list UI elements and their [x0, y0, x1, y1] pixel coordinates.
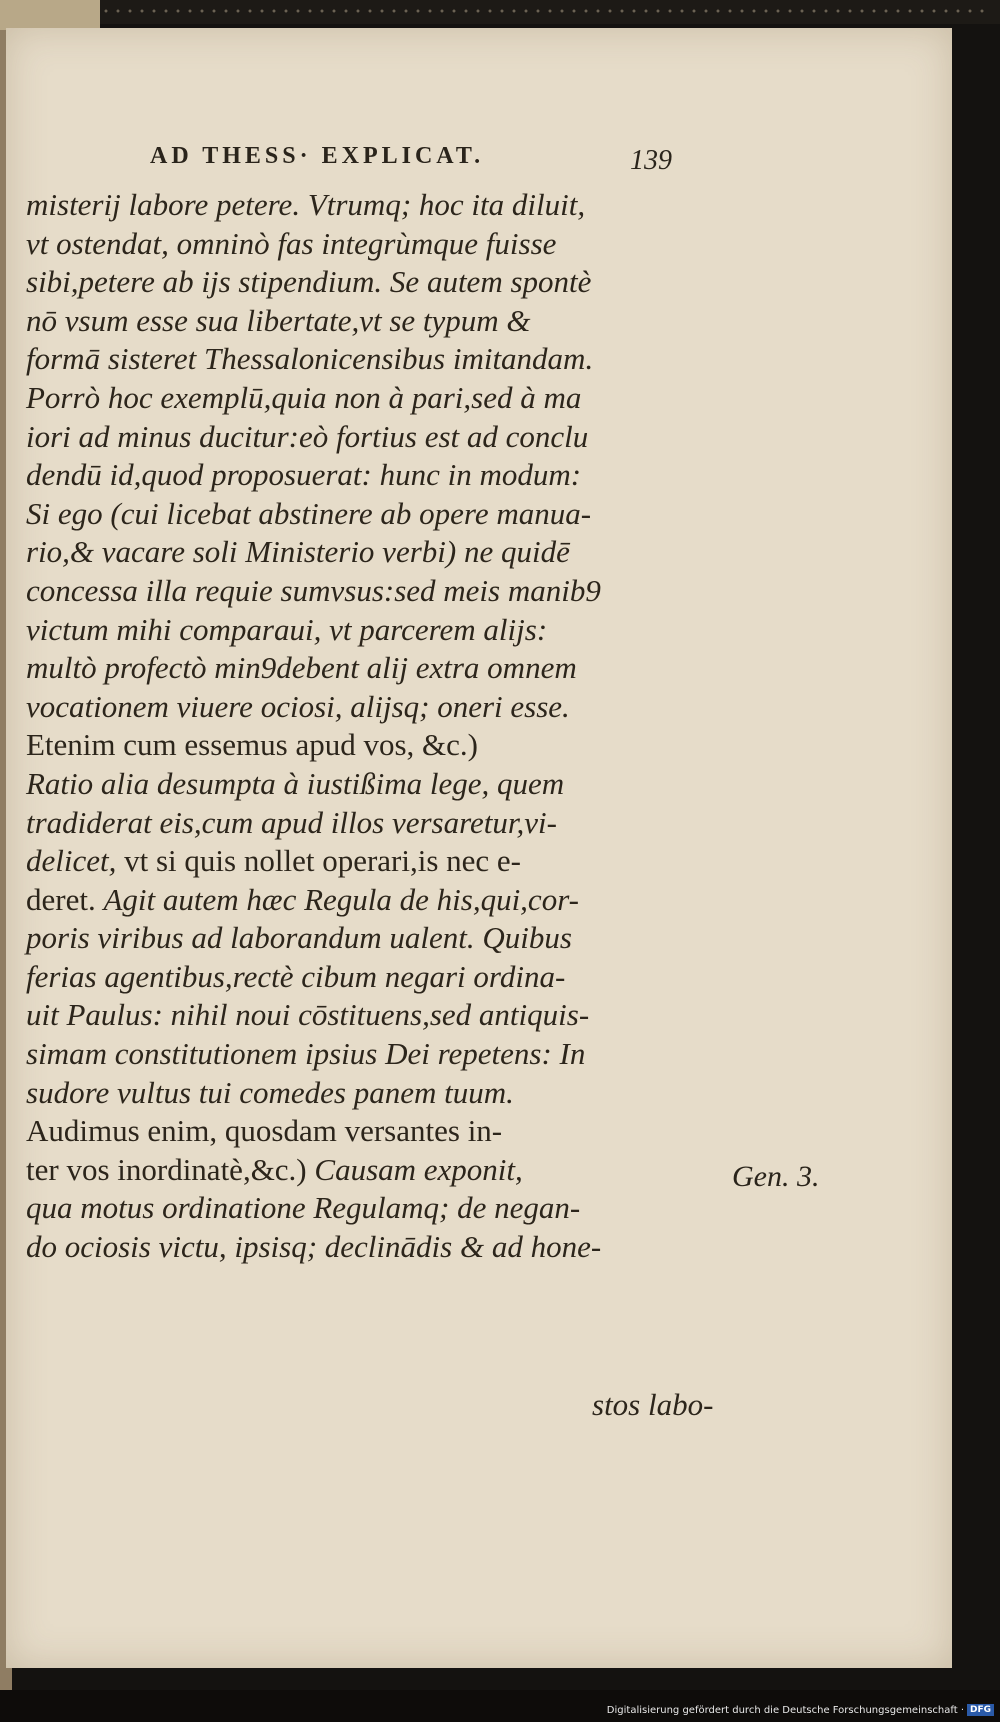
- text-line: [26, 958, 716, 997]
- text-line: [26, 1151, 716, 1190]
- text-line: [26, 649, 716, 688]
- text-line: [26, 533, 716, 572]
- text-line: [26, 340, 716, 379]
- text-segment: formā sisteret Thessalonicensibus imitandam.: [26, 341, 594, 377]
- text-line: [26, 1228, 716, 1267]
- text-line: [26, 1112, 716, 1151]
- text-line: [26, 302, 716, 341]
- text-segment: do ociosis victu, ipsisq; declinādis & ad hone-: [26, 1229, 602, 1265]
- text-line: [26, 611, 716, 650]
- text-line: [26, 572, 716, 611]
- text-line: [26, 225, 716, 264]
- scan-ruler-dots: [100, 8, 990, 14]
- text-segment: multò profectò min9debent alij extra omnem: [26, 650, 577, 686]
- text-segment: iori ad minus ducitur:eò fortius est ad conclu: [26, 418, 589, 454]
- text-segment: ferias agentibus,rectè cibum negari ordina-: [26, 958, 566, 994]
- text-line: [26, 495, 716, 534]
- text-line: [26, 263, 716, 302]
- text-line: [26, 842, 716, 881]
- footer-credit: Digitalisierung gefördert durch die Deutsche Forschungsgemeinschaft ·: [606, 1705, 964, 1716]
- running-title: AD THESS· EXPLICAT.: [150, 143, 485, 169]
- text-segment: nō vsum esse sua libertate,vt se typum &: [26, 302, 531, 338]
- text-line: [26, 1074, 716, 1113]
- dfg-logo: DFG: [967, 1704, 994, 1716]
- text-line: [26, 1189, 716, 1228]
- text-segment: concessa illa requie sumvsus:sed meis manib9: [26, 572, 601, 608]
- text-line: [26, 765, 716, 804]
- body-text: [26, 186, 716, 1267]
- text-line: [26, 379, 716, 418]
- text-segment: Ratio alia desumpta à iustißima lege, quem: [26, 765, 565, 801]
- text-segment: Etenim cum essemus apud vos, &c.): [26, 727, 478, 763]
- text-line: [26, 1035, 716, 1074]
- text-segment: simam constitutionem ipsius Dei repetens: In: [26, 1036, 586, 1072]
- scan-corner: [0, 0, 100, 30]
- text-segment: Causam exponit,: [314, 1151, 523, 1187]
- marginal-note: Gen. 3.: [732, 1160, 820, 1193]
- catchword: stos labo-: [592, 1387, 714, 1422]
- text-line: [26, 996, 716, 1035]
- text-segment: sibi,petere ab ijs stipendium. Se autem spontè: [26, 264, 592, 300]
- text-segment: deret.: [26, 881, 96, 917]
- text-line: [26, 726, 716, 765]
- text-segment: ter vos inordinatè,&c.): [26, 1151, 307, 1187]
- text-segment: Porrò hoc exemplū,quia non à pari,sed à ma: [26, 379, 582, 415]
- text-segment: dendū id,quod proposuerat: hunc in modum:: [26, 457, 582, 493]
- text-line: [26, 456, 716, 495]
- text-segment: victum mihi comparaui, vt parcerem alijs:: [26, 611, 548, 647]
- text-line: [26, 688, 716, 727]
- text-line: [26, 881, 716, 920]
- page-number: 139: [630, 145, 672, 176]
- text-segment: delicet,: [26, 843, 117, 879]
- text-segment: Si ego (cui licebat abstinere ab opere manua-: [26, 495, 592, 531]
- text-segment: qua motus ordinatione Regulamq; de negan-: [26, 1190, 581, 1226]
- text-line: [26, 186, 716, 225]
- text-segment: sudore vultus tui comedes panem tuum.: [26, 1074, 514, 1110]
- text-segment: poris viribus ad laborandum ualent. Quibus: [26, 920, 572, 956]
- text-line: [26, 418, 716, 457]
- text-line: [26, 919, 716, 958]
- text-segment: vt si quis nollet operari,is nec e-: [124, 843, 521, 879]
- text-segment: misterij labore petere. Vtrumq; hoc ita diluit,: [26, 187, 586, 222]
- text-segment: Agit autem hæc Regula de his,qui,cor-: [103, 881, 579, 917]
- text-line: [26, 804, 716, 843]
- text-segment: rio,& vacare soli Ministerio verbi) ne quidē: [26, 534, 570, 570]
- text-segment: uit Paulus: nihil noui cōstituens,sed antiquis-: [26, 997, 590, 1033]
- text-segment: vocationem viuere ociosi, alijsq; oneri esse.: [26, 688, 570, 724]
- text-segment: vt ostendat, omninò fas integrùmque fuisse: [26, 225, 557, 261]
- text-segment: Audimus enim, quosdam versantes in-: [26, 1113, 503, 1149]
- text-segment: tradiderat eis,cum apud illos versaretur,vi-: [26, 804, 557, 840]
